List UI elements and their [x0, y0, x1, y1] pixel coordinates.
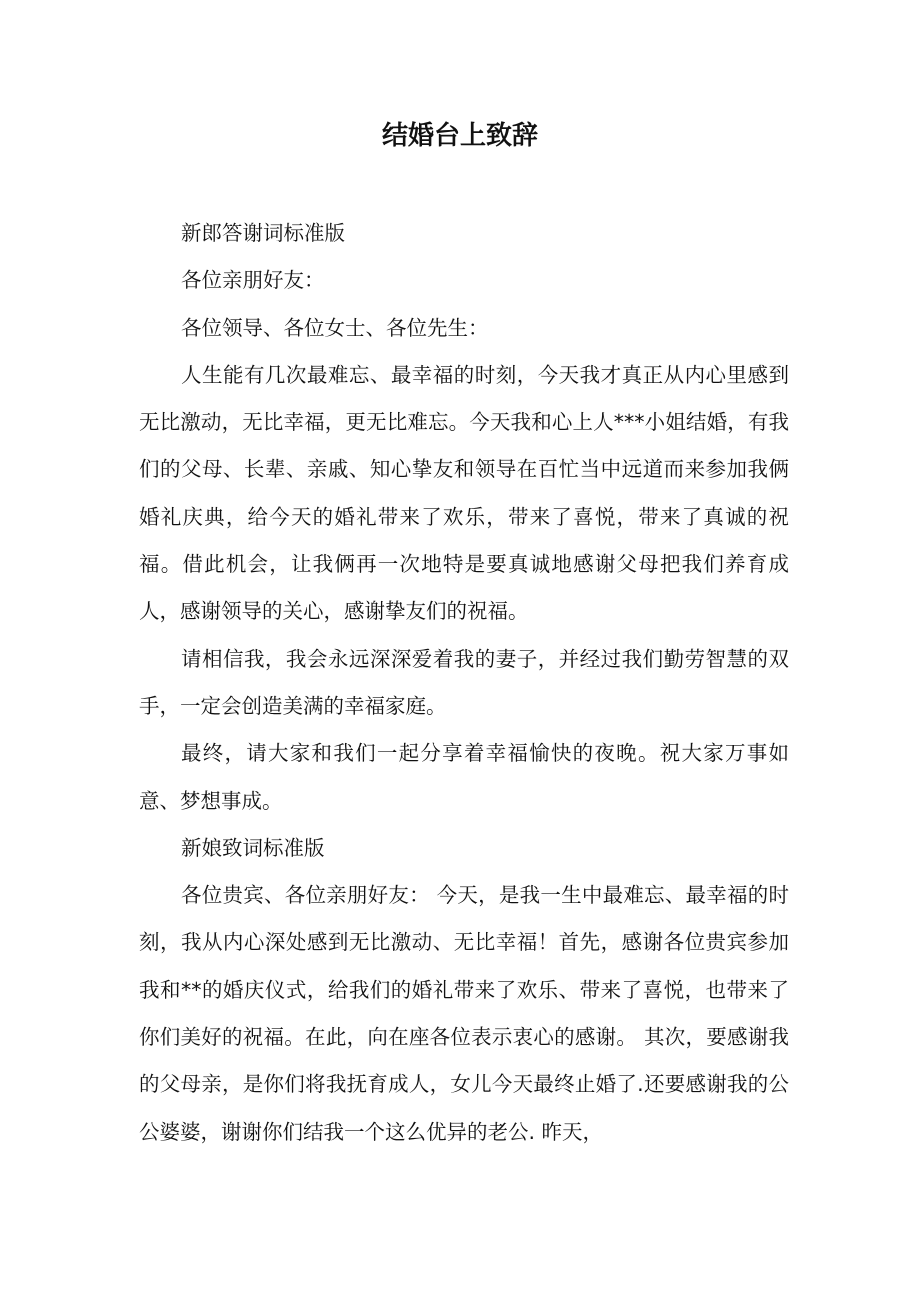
paragraph-groom-speech: 人生能有几次最难忘、最幸福的时刻，今天我才真正从内心里感到无比激动，无比幸福，更无比难忘。今天我和心上人***小姐结婚，有我们的父母、长辈、亲戚、知心挚友和领导在百忙当中远道而来参加我俩婚礼庆典，给今天的婚礼带来了欢乐，带来了喜悦，带来了真诚的祝福。借此机会，让我俩再一次地特是要真诚地感谢父母把我们养育成人，感谢领导的关心，感谢挚友们的祝福。 [139, 362, 789, 624]
paragraph-groom-heading: 新郎答谢词标准版 [181, 221, 345, 245]
paragraph-groom-promise: 请相信我，我会永远深深爱着我的妻子，并经过我们勤劳智慧的双手，一定会创造美满的幸福家庭。 [139, 646, 789, 718]
paragraph-greeting-friends: 各位亲朋好友： [181, 268, 325, 293]
paragraph-groom-closing: 最终，请大家和我们一起分享着幸福愉快的夜晚。祝大家万事如意、梦想事成。 [139, 741, 789, 813]
document-title: 结婚台上致辞 [381, 121, 538, 151]
document-body [139, 210, 789, 1156]
paragraph-bride-speech: 各位贵宾、各位亲朋好友： 今天，是我一生中最难忘、最幸福的时刻，我从内心深处感到无比激动、无比幸福！首先，感谢各位贵宾参加我和**的婚庆仪式，给我们的婚礼带来了欢乐、带来了喜悦，也带来了你们美好的祝福。在此，向在座各位表示衷心的感谢。 其次，要感谢我的父母亲，是你们将我抚育成人，女儿今天最终止婚了.还要感谢我的公公婆婆，谢谢你们结我一个这么优异的老公. 昨天， [139, 883, 789, 1144]
paragraph-greeting-leaders: 各位领导、各位女士、各位先生： [181, 315, 489, 340]
paragraph-bride-heading: 新娘致词标准版 [181, 835, 325, 860]
